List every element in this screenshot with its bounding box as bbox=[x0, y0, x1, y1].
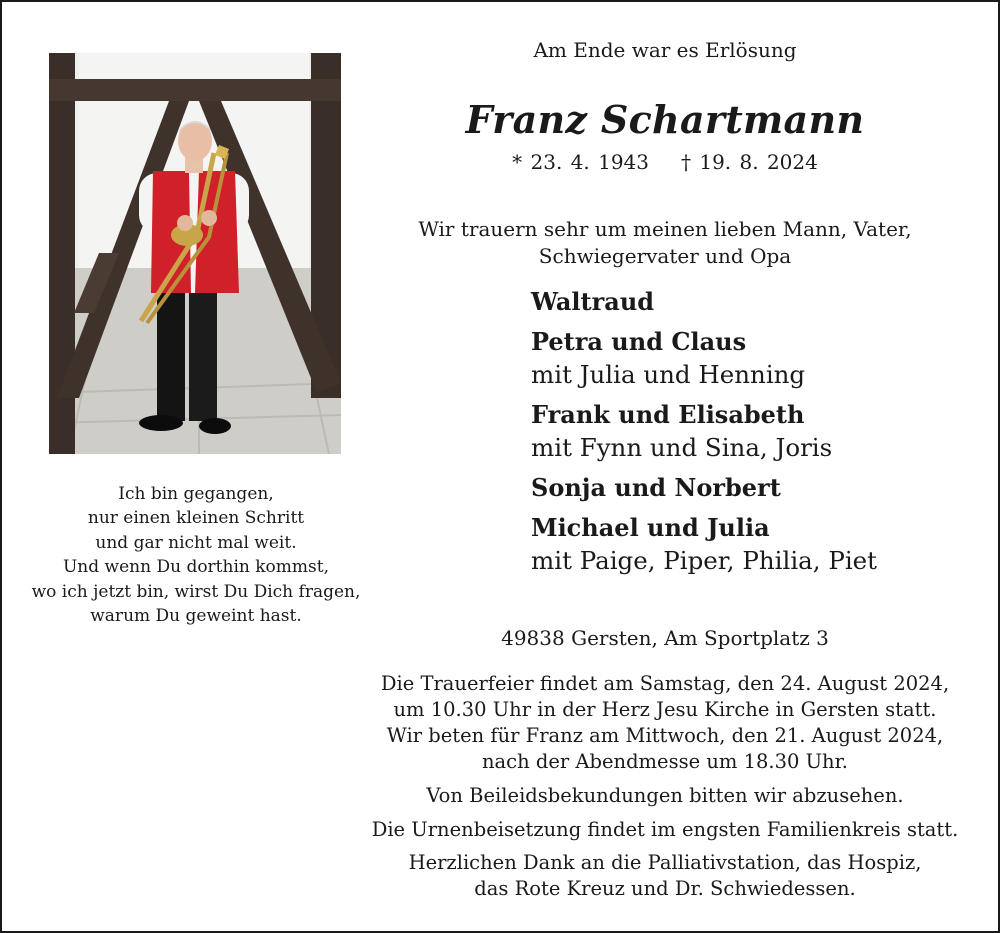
family-entry bbox=[531, 286, 877, 318]
mourning-text bbox=[365, 216, 965, 270]
notice-line: Wir beten für Franz am Mittwoch, den 21. August 2024, bbox=[386, 724, 944, 747]
life-dates bbox=[365, 150, 965, 174]
poem-line: nur einen kleinen Schritt bbox=[87, 508, 305, 529]
poem-line: wo ich jetzt bin, wirst Du Dich fragen, bbox=[31, 581, 361, 602]
death-date: † 19. 8. 2024 bbox=[681, 150, 818, 174]
family-member-name: Sonja und Norbert bbox=[531, 473, 781, 502]
poem bbox=[12, 482, 380, 628]
family-member-name: Michael und Julia bbox=[531, 513, 770, 542]
poem-line: und gar nicht mal weit. bbox=[95, 532, 297, 553]
urn-notice: Die Urnenbeisetzung findet im engsten Familienkreis statt. bbox=[371, 818, 959, 841]
condolences-notice: Von Beileidsbekundungen bitten wir abzusehen. bbox=[426, 784, 904, 807]
family-children: mit Julia und Henning bbox=[531, 360, 806, 389]
deceased-name: Franz Schartmann bbox=[465, 97, 865, 142]
family-entry bbox=[531, 399, 877, 464]
funeral-notice bbox=[365, 671, 965, 775]
notice-line: Die Trauerfeier findet am Samstag, den 24. August 2024, bbox=[380, 672, 950, 695]
mourning-line: Wir trauern sehr um meinen lieben Mann, Vater, bbox=[418, 217, 912, 241]
family-entry bbox=[531, 326, 877, 391]
notice-line: um 10.30 Uhr in der Herz Jesu Kirche in Gersten statt. bbox=[393, 698, 937, 721]
poem-line: Ich bin gegangen, bbox=[118, 484, 274, 504]
family-entry bbox=[531, 512, 877, 577]
family-member-name: Frank und Elisabeth bbox=[531, 400, 805, 429]
family-entry bbox=[531, 472, 877, 504]
poem-line: warum Du geweint hast. bbox=[90, 606, 302, 627]
notice-line: nach der Abendmesse um 18.30 Uhr. bbox=[482, 750, 848, 773]
family-children: mit Paige, Piper, Philia, Piet bbox=[531, 546, 878, 575]
family-list bbox=[531, 286, 877, 585]
family-children: mit Fynn und Sina, Joris bbox=[531, 433, 833, 462]
family-member-name: Petra und Claus bbox=[531, 327, 747, 356]
portrait-photo bbox=[49, 53, 341, 454]
mourning-line: Schwiegervater und Opa bbox=[538, 244, 792, 268]
poem-line: Und wenn Du dorthin kommst, bbox=[62, 557, 329, 578]
motto: Am Ende war es Erlösung bbox=[533, 38, 797, 62]
thanks-notice bbox=[365, 850, 965, 902]
address: 49838 Gersten, Am Sportplatz 3 bbox=[501, 626, 829, 650]
birth-date: * 23. 4. 1943 bbox=[512, 150, 649, 174]
notice-line: Herzlichen Dank an die Palliativstation, das Hospiz, bbox=[408, 851, 922, 874]
family-member-name: Waltraud bbox=[531, 287, 655, 316]
notice-line: das Rote Kreuz und Dr. Schwiedessen. bbox=[474, 877, 856, 900]
